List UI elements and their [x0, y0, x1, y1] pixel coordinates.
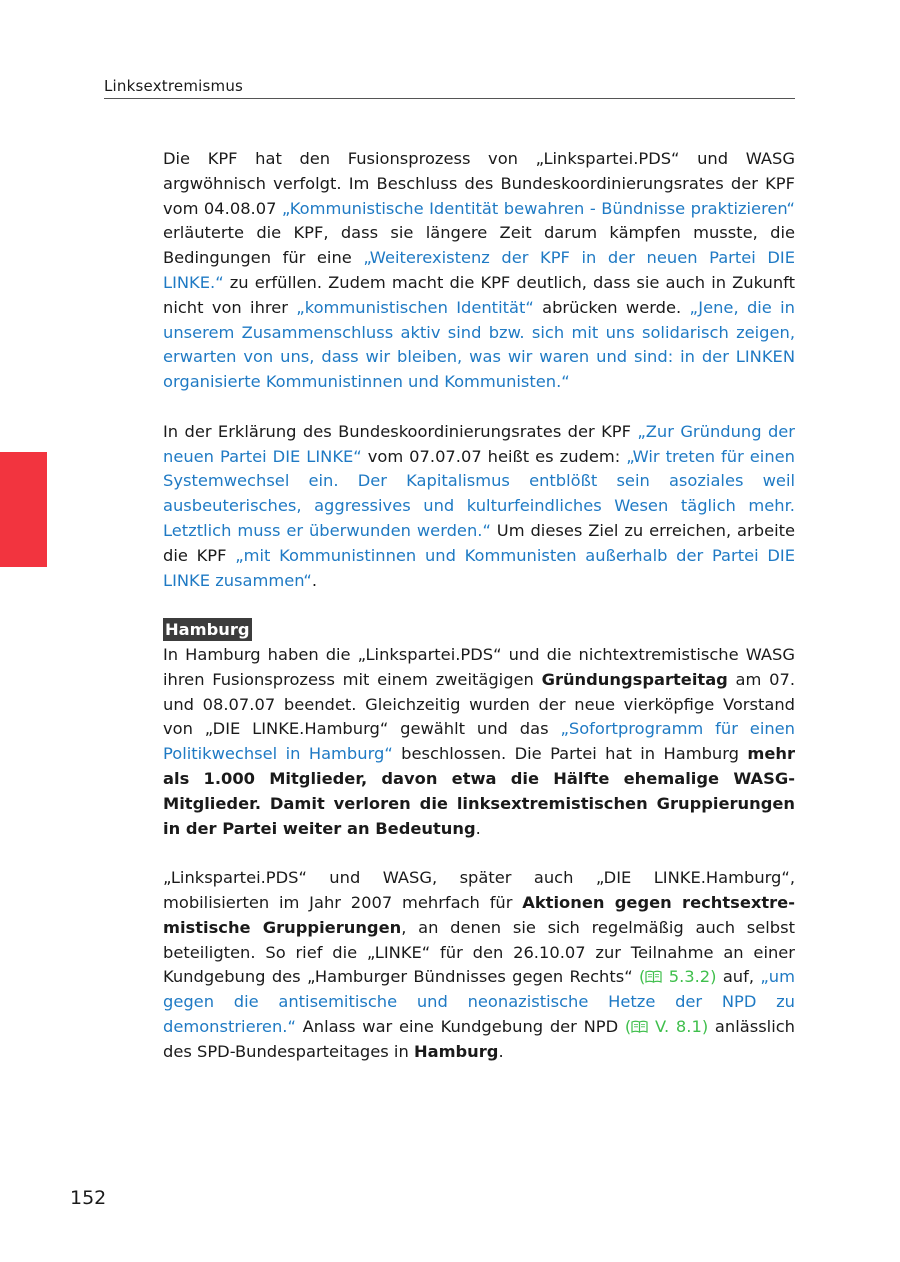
- paragraph-kpf-fusion: Die KPF hat den Fusionsprozess von „Linkspartei.PDS“ und WASG argwöhnisch verfolgt. Im Beschluss des Bundeskoordinierungsrates der KPF vom 04.08.07 „Kommunistische Identität bewahren - Bündnisse praktizieren“ erläuterte die KPF, dass sie längere Zeit darum kämpfen musste, die Bedingungen für eine „Weiterexistenz der KPF in der neuen Partei DIE LINKE.“ zu erfüllen. Zudem macht die KPF deutlich, dass sie auch in Zukunft nicht von ihrer „kommunistischen Identität“ abrücken werde. „Jene, die in unserem Zusammenschluss aktiv sind bzw. sich mit uns solidarisch zeigen, erwarten von uns, dass wir bleiben, was wir waren und sind: in der LINKEN organisierte Kommunistinnen und Kommunisten.“: [163, 149, 796, 392]
- quote: „Sofortprogramm für einen Politikwechsel in Hamburg“: [163, 719, 795, 764]
- paragraph-kpf-declaration: In der Erklärung des Bundeskoordinierungsrates der KPF „Zur Gründung der neuen Partei DIE LINKE“ vom 07.07.07 heißt es zudem: „Wir treten für einen Systemwechsel ein. Der Kapitalismus entblößt sein asoziales weil ausbeuterisches, aggressives und kulturfeindliches Wesen täglich mehr. Letztlich muss er überwunden werden.“ Um dieses Ziel zu erreichen, arbeite die KPF „mit Kommunistinnen und Kommunisten außerhalb der Partei DIE LINKE zusammen“.: [163, 421, 796, 590]
- page-number: 152: [70, 1187, 107, 1209]
- quote: „Kommunistische Identität bewahren - Bündnisse praktizieren“: [281, 198, 795, 218]
- quote: „Weiterexistenz der KPF in der neuen Partei DIE LINKE.“: [163, 248, 796, 292]
- paragraph-hamburg-fusion: In Hamburg haben die „Linkspartei.PDS“ und die nichtextremistische WASG ihren Fusionsprozess mit einem zweitägigen Gründungsparteitag am 07. und 08.07.07 beendet. Gleichzeitig wurden der neue vierköpfige Vorstand von „DIE LINKE.Hamburg“ gewählt und das „Sofortprogramm für einen Politikwechsel in Hamburg“ beschlossen. Die Partei hat in Hamburg mehr als 1.000 Mitglieder, davon etwa die Hälfte ehemalige WASG-Mitglieder. Damit verloren die linksextremistischen Gruppierungen in der Partei weiter an Bedeutung.: [163, 644, 795, 838]
- paragraph-hamburg-actions: „Linkspartei.PDS“ und WASG, später auch „DIE LINKE.Hamburg“, mobilisierten im Jahr 2007 mehrfach für Aktionen gegen rechtsextremistische Gruppierungen, an denen sie sich regelmäßig auch selbst beteiligten. So rief die „LINKE“ für den 26.10.07 zur Teilnahme an einer Kundgebung des „Hamburger Bündnisses gegen Rechts“ ( 5.3.2) auf, „um gegen die antisemitische und neonazistische Hetze der NPD zu demonstrieren.“ Anlass war eine Kundgebung der NPD ( V. 8.1) anlässlich des SPD-Bundesparteitages in Hamburg.: [163, 868, 796, 1061]
- quote: „kommunistischen Identität“: [296, 297, 534, 317]
- quote: „mit Kommunistinnen und Kommunisten außerhalb der Partei DIE LINKE zusammen“: [163, 545, 795, 590]
- cross-reference-link[interactable]: ( 5.3.2): [639, 967, 717, 987]
- quote: „um gegen die antisemitische und neonazistische Hetze der NPD zu demonstrieren.“: [163, 967, 795, 1036]
- cross-reference-link[interactable]: ( V. 8.1): [624, 1016, 709, 1036]
- quote: „Zur Gründung der neuen Partei DIE LINKE“: [163, 421, 795, 466]
- chapter-margin-tab: [0, 452, 47, 567]
- header-rule: [104, 98, 795, 99]
- book-icon: [645, 970, 662, 983]
- section-heading-row: [163, 618, 795, 643]
- section-label-hamburg: Hamburg: [165, 620, 250, 640]
- running-header: Linksextremismus: [104, 77, 244, 95]
- body-text: [163, 147, 795, 1064]
- book-icon: [631, 1020, 648, 1033]
- quote: „Jene, die in unserem Zusammenschluss aktiv sind bzw. sich mit uns solidarisch zeigen, erwarten von uns, dass wir bleiben, was wir waren und sind: in der LINKEN organisierte Kommunistinnen und Kommunisten.“: [163, 297, 795, 392]
- quote: „Wir treten für einen Systemwechsel ein. Der Kapitalismus entblößt sein asoziales weil ausbeuterisches, aggressives und kulturfeindliches Wesen täglich mehr. Letztlich muss er überwunden werden.“: [163, 446, 795, 540]
